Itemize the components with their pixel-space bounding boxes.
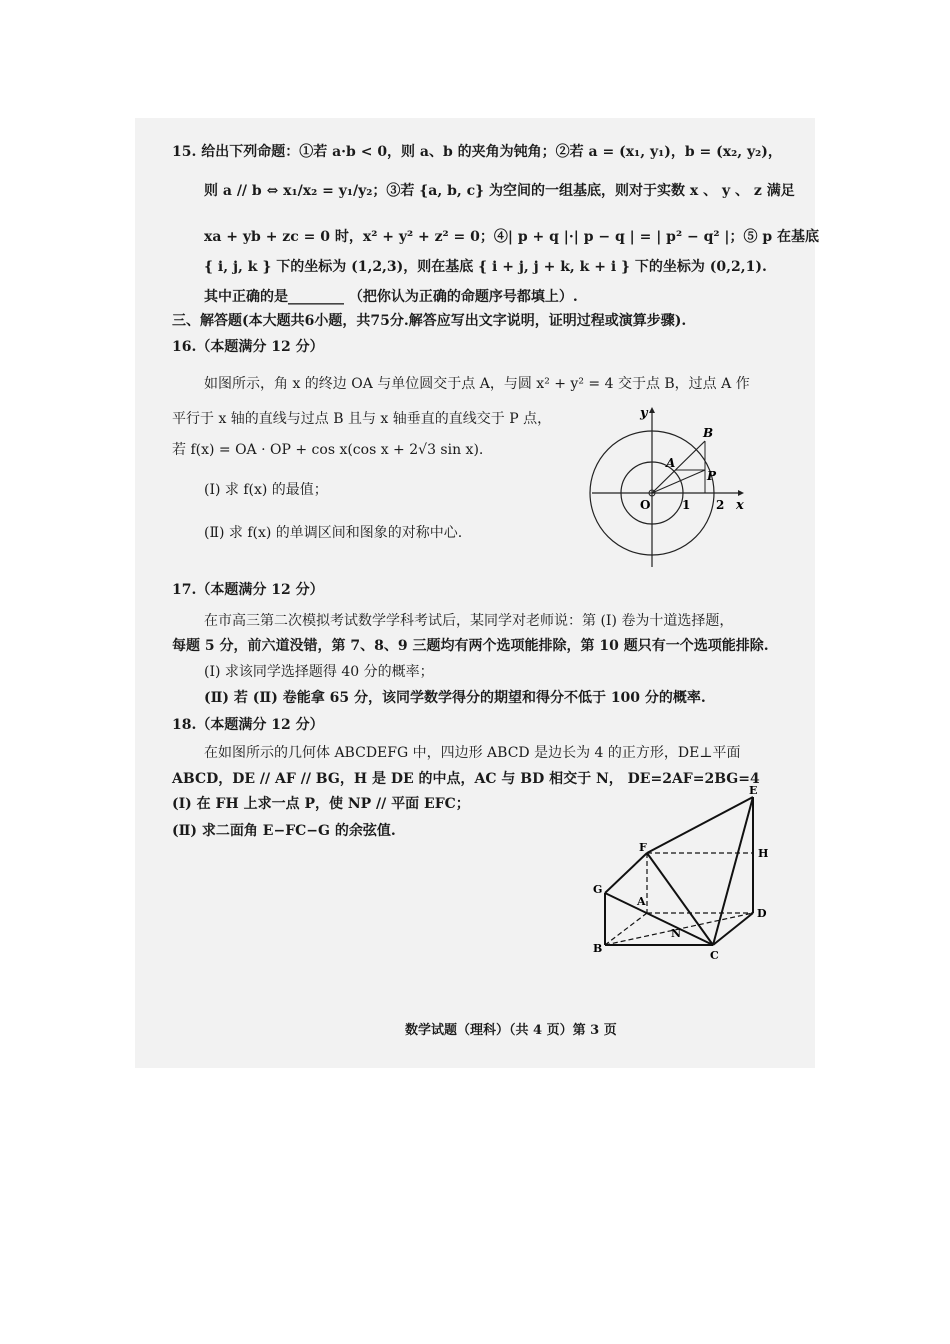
q16-line-4: (Ⅰ) 求 f(x) 的最值； bbox=[204, 482, 328, 498]
q15-line-1: 15. 给出下列命题：①若 a·b < 0，则 a、b 的夹角为钝角；②若 a = (x₁, y₁)，b = (x₂, y₂)， bbox=[172, 144, 782, 160]
solid-geometry-figure bbox=[585, 785, 775, 960]
label-N: N bbox=[671, 927, 682, 940]
q17-line-3: (Ⅰ) 求该同学选择题得 40 分的概率； bbox=[204, 664, 434, 680]
label-A: A bbox=[637, 895, 646, 908]
label-A: A bbox=[666, 456, 676, 470]
label-G: G bbox=[593, 883, 603, 896]
q15-line-3: xa + yb + zc = 0 时，x² + y² + z² = 0；④| p + q |·| p − q | = | p² − q² |；⑤ p 在基底 bbox=[204, 229, 819, 245]
q18-line-1: 在如图所示的几何体 ABCDEFG 中，四边形 ABCD 是边长为 4 的正方形，DE⊥平面 bbox=[204, 745, 741, 761]
q18-header: 18.（本题满分 12 分） bbox=[172, 717, 324, 733]
label-B: B bbox=[593, 942, 603, 955]
q16-line-3: 若 f(x) = OA · OP + cos x(cos x + 2√3 sin x). bbox=[172, 442, 484, 458]
q15-line-5: 其中正确的是________ （把你认为正确的命题序号都填上）. bbox=[204, 289, 578, 305]
label-P: P bbox=[707, 469, 717, 483]
q15-line-2: 则 a // b ⇔ x₁/x₂ = y₁/y₂；③若 {a, b, c} 为空间的一组基底，则对于实数 x 、 y 、 z 满足 bbox=[204, 183, 795, 199]
x-axis-arrow bbox=[738, 490, 744, 496]
q15-line-4: { i, j, k } 下的坐标为 (1,2,3)，则在基底 { i + j, j + k, k + i } 下的坐标为 (0,2,1). bbox=[204, 259, 767, 275]
label-F: F bbox=[639, 841, 647, 854]
label-B: B bbox=[703, 426, 714, 440]
ray-OB bbox=[652, 441, 705, 493]
q17-line-2: 每题 5 分，前六道没错，第 7、8、9 三题均有两个选项能排除，第 10 题只有一个选项能排除. bbox=[172, 638, 769, 654]
x-axis-label: x bbox=[736, 498, 744, 513]
label-E: E bbox=[749, 784, 758, 797]
page-footer: 数学试题（理科）（共 4 页）第 3 页 bbox=[405, 1023, 617, 1038]
label-H: H bbox=[758, 847, 769, 860]
q16-line-5: (Ⅱ) 求 f(x) 的单调区间和图象的对称中心. bbox=[204, 525, 463, 541]
q16-header: 16.（本题满分 12 分） bbox=[172, 339, 324, 355]
section-3-heading: 三、解答题(本大题共6小题，共75分.解答应写出文字说明，证明过程或演算步骤). bbox=[172, 313, 687, 329]
q16-line-2: 平行于 x 轴的直线与过点 B 且与 x 轴垂直的直线交于 P 点， bbox=[172, 411, 552, 427]
tick-2: 2 bbox=[716, 498, 725, 512]
segment-OP bbox=[652, 470, 705, 493]
q18-line-4: (Ⅱ) 求二面角 E−FC−G 的余弦值. bbox=[172, 823, 396, 839]
y-axis-arrow bbox=[649, 407, 655, 413]
q17-line-1: 在市高三第二次模拟考试数学学科考试后，某同学对老师说：第 (Ⅰ) 卷为十道选择题， bbox=[204, 613, 734, 629]
q16-line-1: 如图所示，角 x 的终边 OA 与单位圆交于点 A，与圆 x² + y² = 4 交于点 B，过点 A 作 bbox=[204, 376, 750, 392]
q17-header: 17.（本题满分 12 分） bbox=[172, 582, 324, 598]
y-axis-label: y bbox=[640, 406, 648, 421]
label-D: D bbox=[757, 907, 767, 920]
label-O: O bbox=[640, 498, 651, 512]
unit-circle-figure bbox=[590, 405, 750, 575]
q18-line-2: ABCD，DE // AF // BG，H 是 DE 的中点，AC 与 BD 相交于 N， DE=2AF=2BG=4 bbox=[172, 771, 760, 787]
tick-1: 1 bbox=[682, 498, 691, 512]
q17-line-4: (Ⅱ) 若 (Ⅱ) 卷能拿 65 分，该同学数学得分的期望和得分不低于 100 分的概率. bbox=[204, 690, 706, 706]
q18-line-3: (Ⅰ) 在 FH 上求一点 P，使 NP // 平面 EFC； bbox=[172, 796, 470, 812]
label-C: C bbox=[710, 949, 719, 962]
